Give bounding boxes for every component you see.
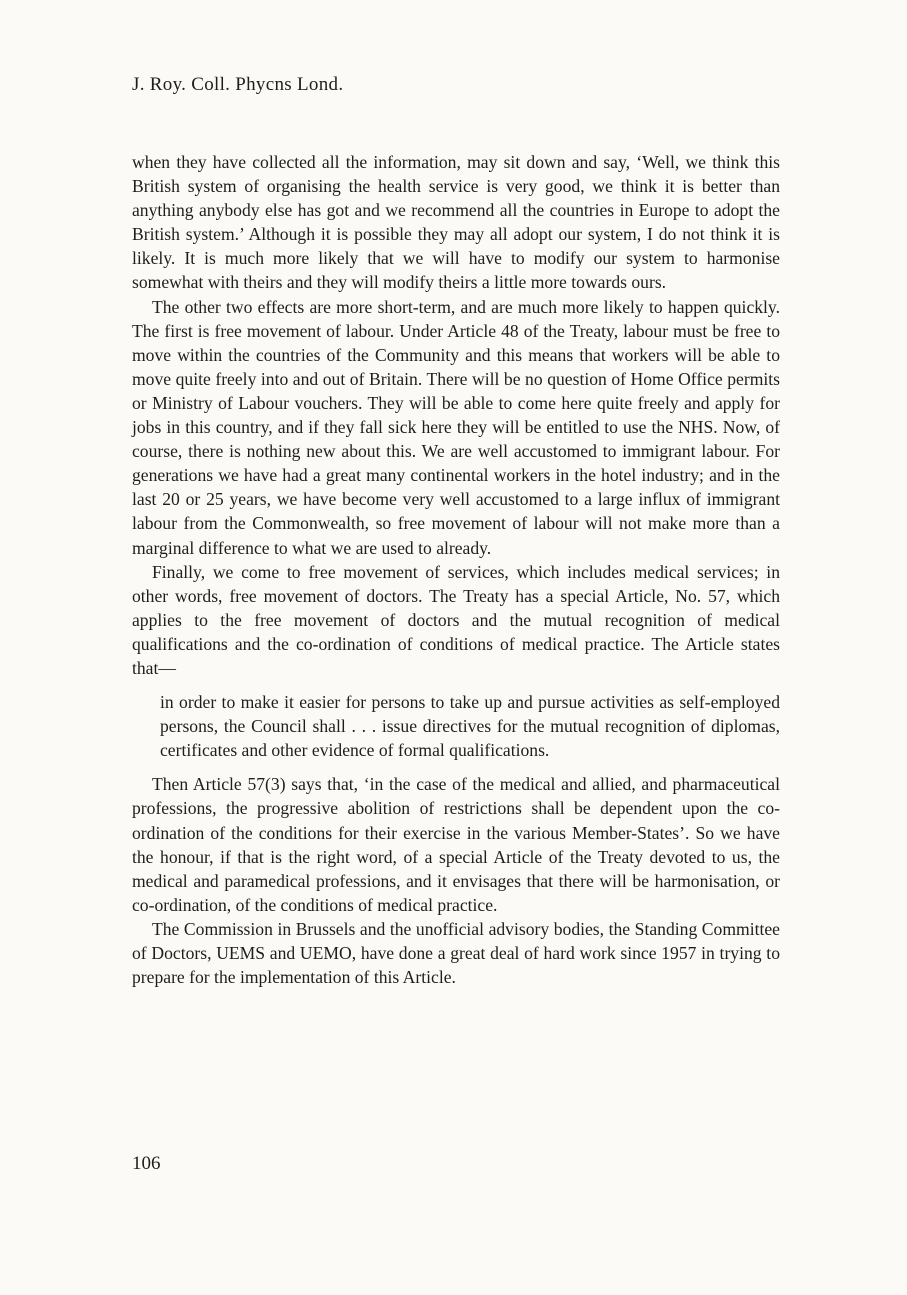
body-text xyxy=(132,150,780,989)
page-number: 106 xyxy=(132,1153,161,1174)
paragraph-commission: The Commission in Brussels and the unofficial advisory bodies, the Standing Committee of Doctors, UEMS and UEMO, have done a great deal of hard work since 1957 in trying to prepare for the implementation of this Article. xyxy=(132,918,780,988)
paragraph-article-57-3: Then Article 57(3) says that, ‘in the case of the medical and allied, and pharmaceutical professions, the progressive abolition of restrictions shall be dependent upon the co-ordination of the conditions for their exercise in the various Member-States’. So we have the honour, if that is the right word, of a special Article of the Treaty devoted to us, the medical and paramedical professions, and it envisages that there will be harmonisation, or co-ordination, of the conditions of medical practice. xyxy=(132,774,780,915)
running-head: J. Roy. Coll. Phycns Lond. xyxy=(132,74,344,95)
paragraph-free-movement-labour: The other two effects are more short-term, and are much more likely to happen quickly. The first is free movement of labour. Under Article 48 of the Treaty, labour must be free to move within the countries of the Community and this means that workers will be able to move quite freely into and out of Britain. There will be no question of Home Office permits or Ministry of Labour vouchers. They will be able to come here quite freely and apply for jobs in this country, and if they fall sick here they will be entitled to use the NHS. Now, of course, there is nothing new about this. We are well accustomed to immigrant labour. For generations we have had a great many continental workers in the hotel industry; and in the last 20 or 25 years, we have become very well accustomed to a large influx of immigrant labour from the Commonwealth, so free movement of labour will not make more than a marginal difference to what we are used to already. xyxy=(132,296,780,558)
paragraph-free-movement-services: Finally, we come to free movement of services, which includes medical services; in other words, free movement of doctors. The Treaty has a special Article, No. 57, which applies to the free movement of doctors and the mutual recognition of medical qualifications and the co-ordination of conditions of medical practice. The Article states that— xyxy=(132,561,780,678)
block-quote-article-57: in order to make it easier for persons to take up and pursue activities as self-employed persons, the Council shall . . . issue directives for the mutual recognition of diplomas, certificates and other evidence of formal qualifications. xyxy=(160,692,780,761)
paragraph-continuation: when they have collected all the information, may sit down and say, ‘Well, we think this British system of organising the health service is very good, we think it is better than anything anybody else has got and we recommend all the countries in Europe to adopt the British system.’ Although it is possible they may all adopt our system, I do not think it is likely. It is much more likely that we will have to modify our system to harmonise somewhat with theirs and they will modify theirs a little more towards ours. xyxy=(132,152,780,293)
